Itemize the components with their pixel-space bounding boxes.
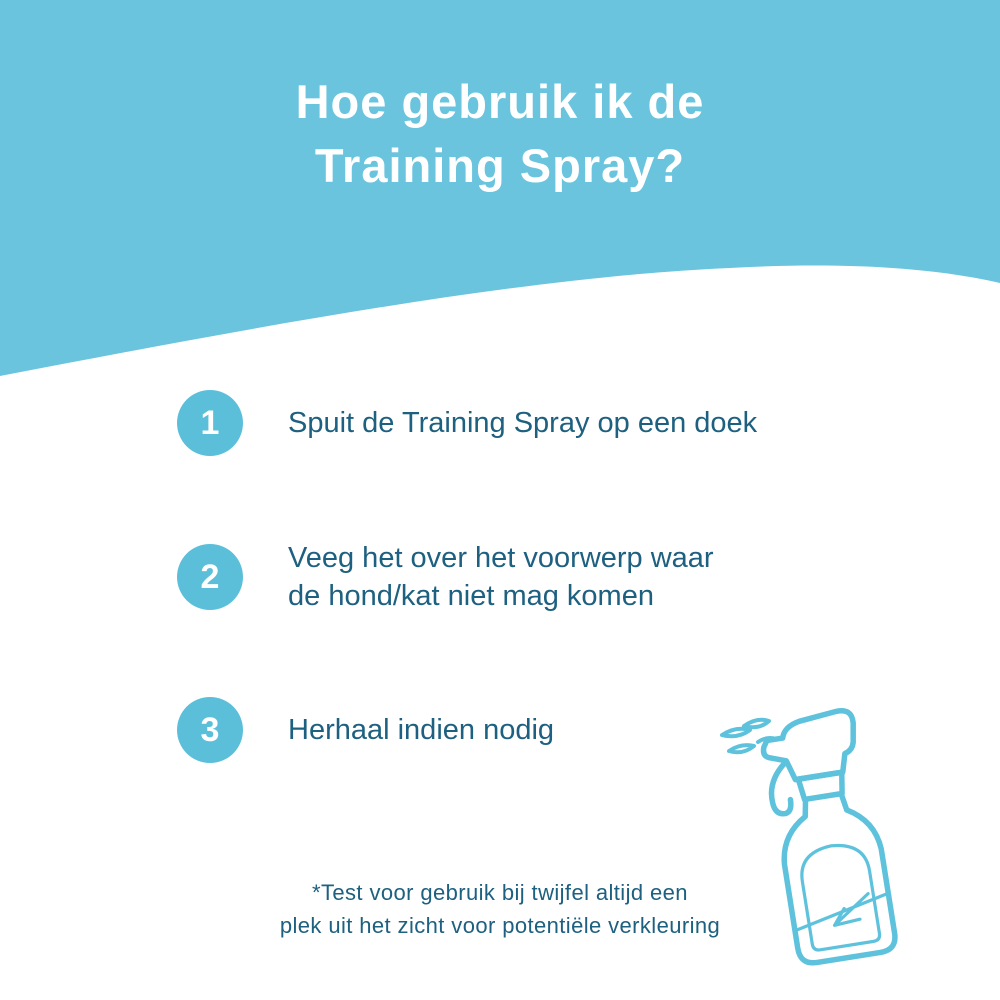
step-2-text-line-2: de hond/kat niet mag komen	[288, 580, 654, 612]
step-2-number: 2	[200, 557, 220, 596]
step-2-text-line-1: Veeg het over het voorwerp waar	[288, 542, 714, 574]
step-1-number-badge	[177, 390, 243, 456]
step-3-number-badge	[177, 697, 243, 763]
step-2	[177, 544, 714, 610]
page-title-line-2: Training Spray?	[314, 139, 686, 192]
step-1-text-line-1: Spuit de Training Spray op een doek	[288, 407, 758, 439]
step-3	[177, 697, 554, 763]
footnote-line-1: *Test voor gebruik bij twijfel altijd een	[312, 880, 688, 905]
footnote-line-2: plek uit het zicht voor potentiële verkleuring	[279, 913, 721, 938]
step-1-number: 1	[200, 403, 220, 442]
step-3-text-line-1: Herhaal indien nodig	[288, 714, 555, 746]
step-1-text	[288, 404, 757, 442]
step-3-number: 3	[200, 710, 220, 749]
spray-bottle-icon	[710, 695, 945, 980]
spray-bottle-body	[759, 708, 897, 966]
page-title	[0, 70, 1000, 198]
step-2-text	[288, 539, 714, 615]
page-title-line-1: Hoe gebruik ik de	[295, 75, 705, 128]
step-1	[177, 390, 757, 456]
step-3-text	[288, 711, 554, 749]
step-2-number-badge	[177, 544, 243, 610]
spray-droplets-icon	[722, 720, 776, 752]
